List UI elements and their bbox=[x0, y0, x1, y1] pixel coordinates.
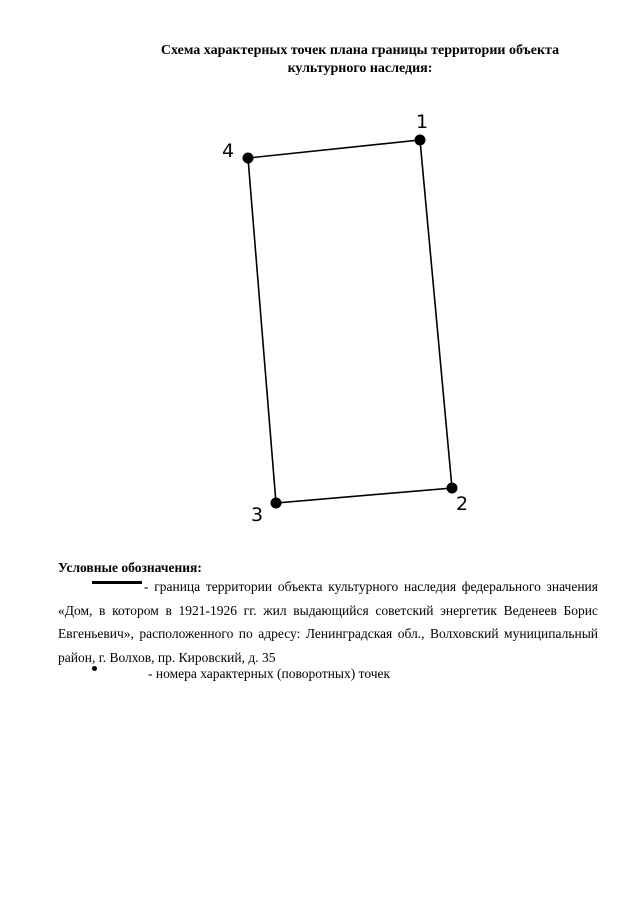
legend-heading: Условные обозначения: bbox=[58, 560, 202, 575]
point-symbol-icon bbox=[92, 666, 97, 671]
page-title: Схема характерных точек плана границы территории объекта культурного наследия: bbox=[160, 43, 560, 76]
legend-points-description: - номера характерных (поворотных) точек bbox=[148, 666, 391, 681]
point-label-4: 4 bbox=[222, 140, 235, 162]
point-marker-1 bbox=[415, 135, 426, 146]
point-marker-4 bbox=[243, 153, 254, 164]
point-label-3: 3 bbox=[251, 504, 264, 526]
point-marker-3 bbox=[271, 498, 282, 509]
point-label-1: 1 bbox=[416, 111, 429, 133]
point-label-2: 2 bbox=[456, 493, 469, 515]
territory-boundary bbox=[248, 140, 452, 503]
legend-boundary-description: - граница территории объекта культурного наследия федерального значения «Дом, в котором в 1921-1926 гг. жил выдающийся советский энергетик Веденеев Борис Евгеньевич», расположенного по адресу: Ленинградская обл., Волховский муниципальный район, г. Волхов, пр. Кировский, д. 35 bbox=[58, 579, 598, 665]
point-marker-2 bbox=[447, 483, 458, 494]
